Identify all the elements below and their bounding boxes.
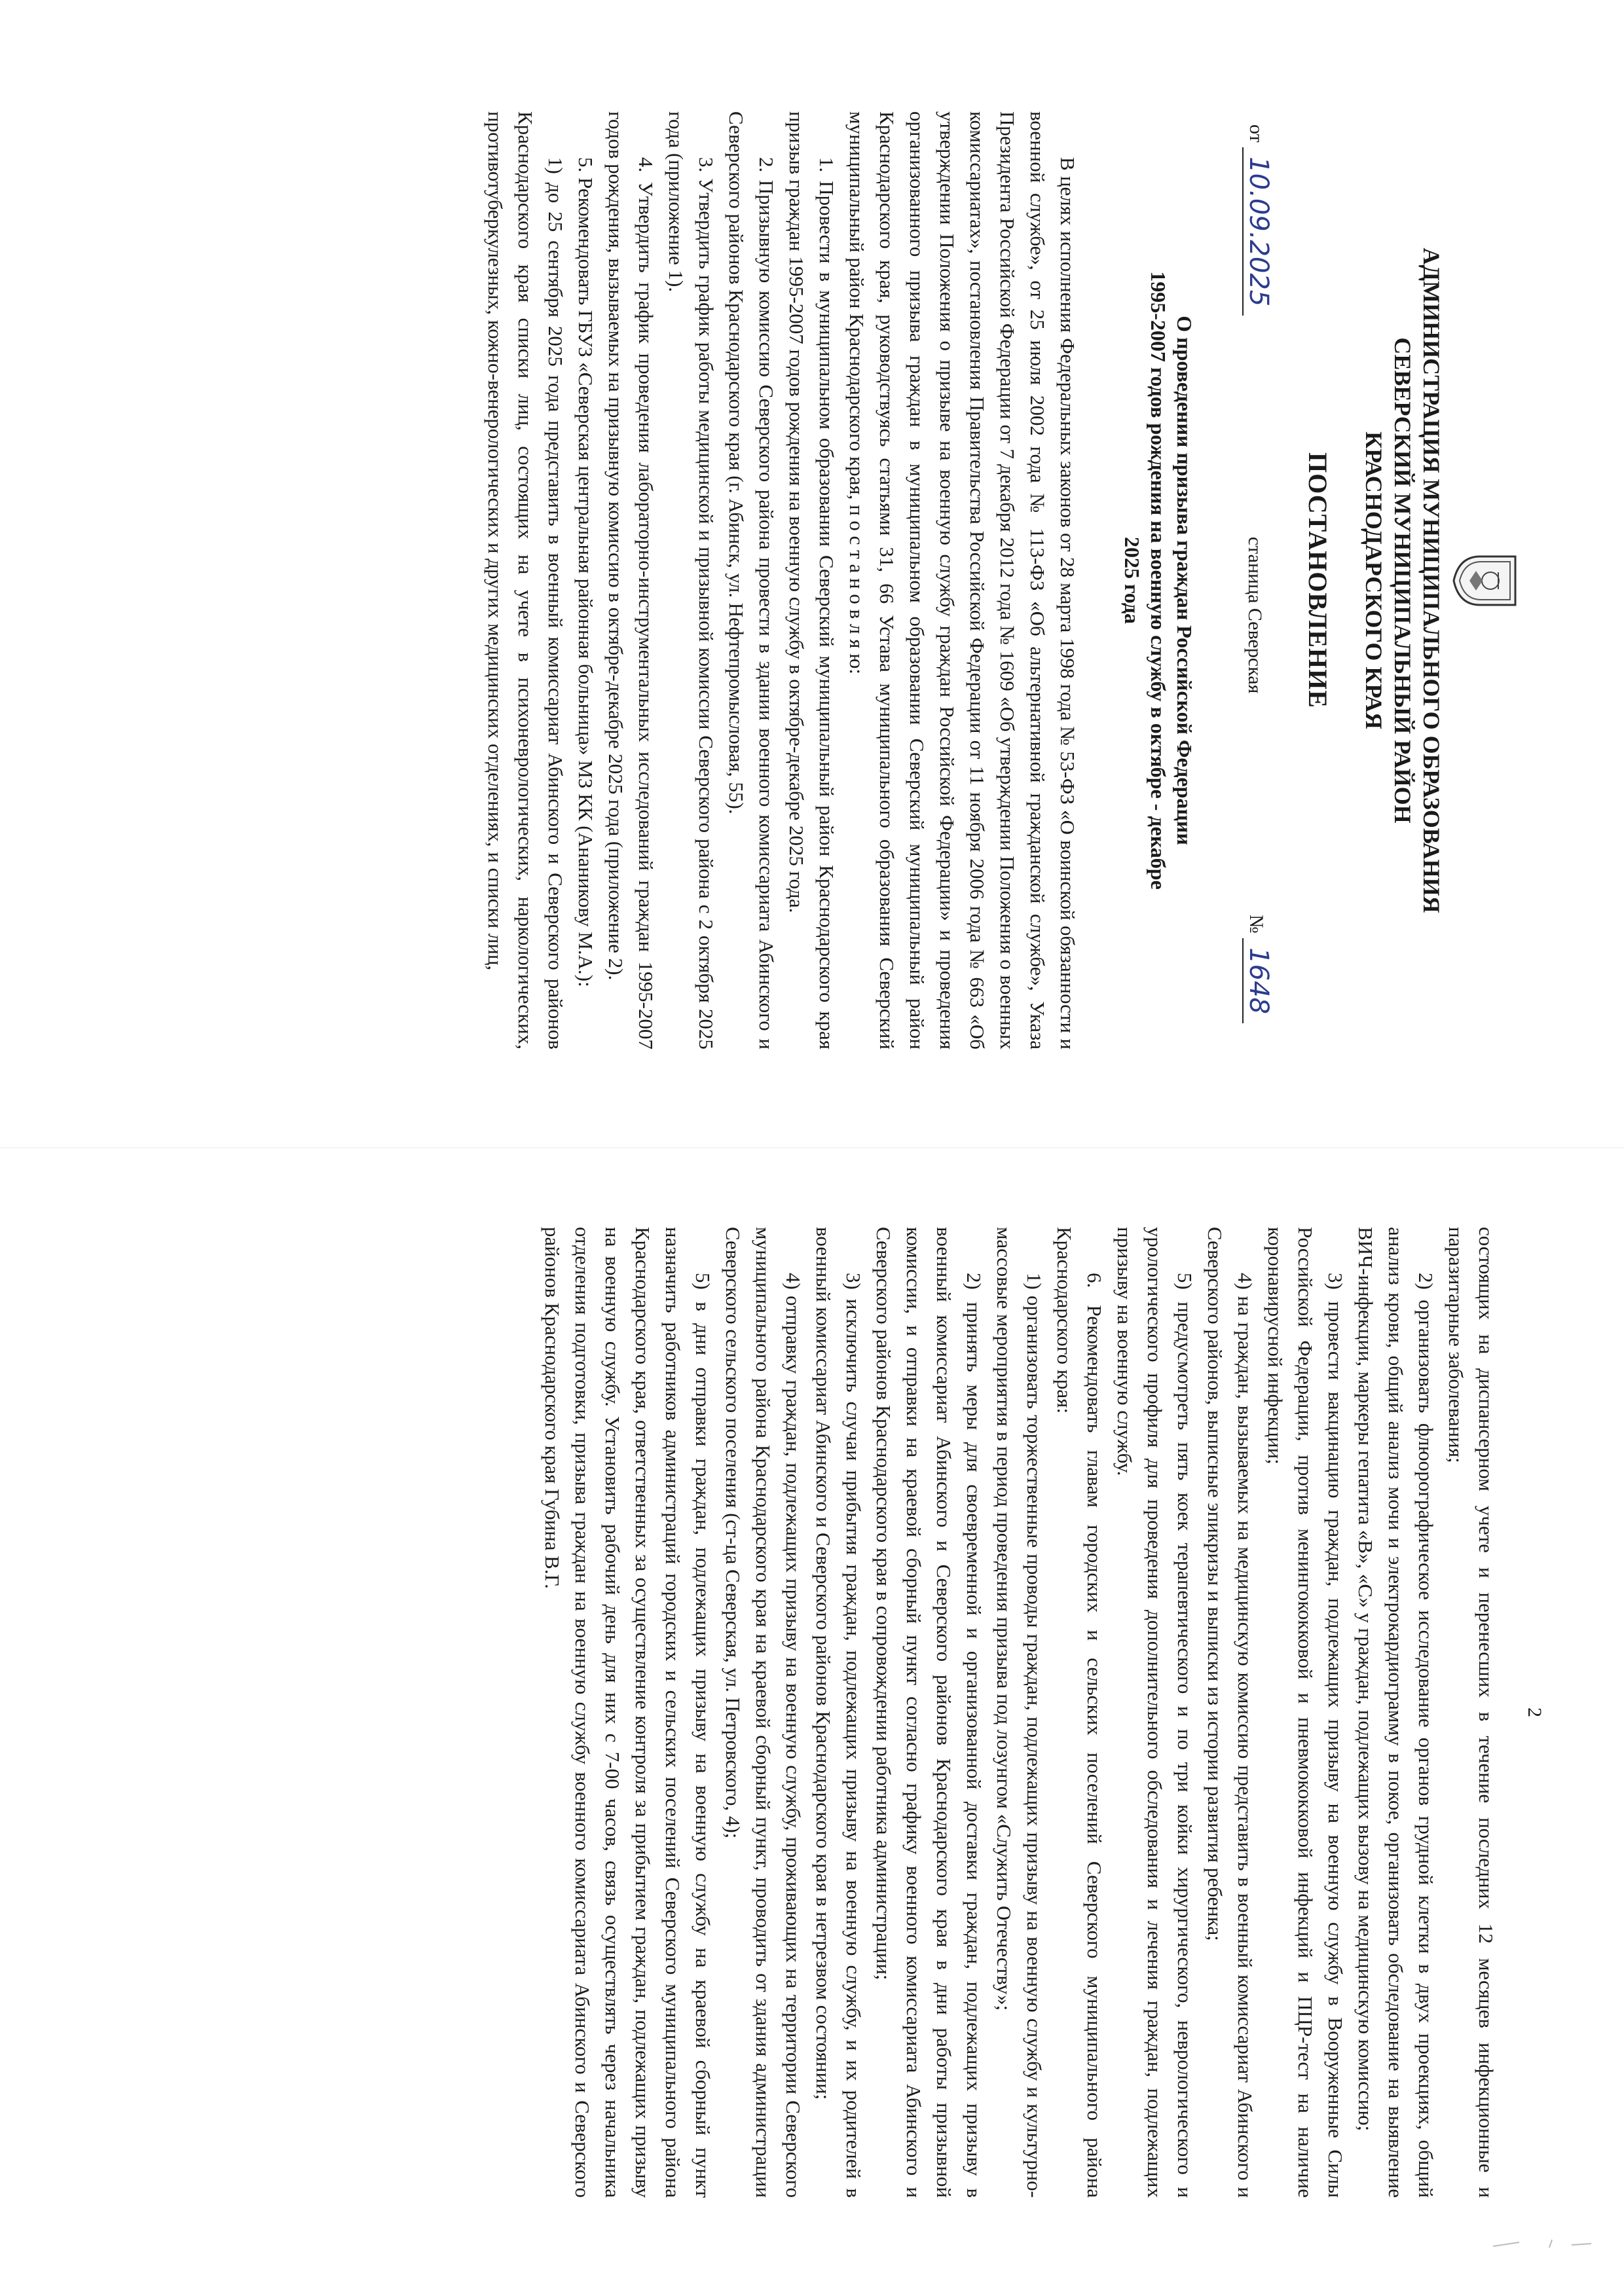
- clause-3: 3. Утвердить график работы медицинской и призывной комиссии Северского района с 2 октября 2025 года (приложение 1).: [665, 111, 718, 1049]
- clause-6-item-2: 2) принять меры для своевременной и организованной доставки граждан, подлежащих призыву в военный комиссариат Абинского и Северского районов Краснодарского края в дни работы призывной комиссии, и отправки на краевой сборный пункт согласно графику военного комиссариата Абинского и Северского районов Краснодарского края в сопровождении работника администрации;: [872, 1227, 986, 2198]
- clause-5-item-2: 2) организовать флюорографическое исследование органов грудной клетки в двух проекциях, общий анализ крови, общий анализ мочи и электрокардиограмму в покое, организовать обследование на выявление ВИЧ-инфекции, маркеры гепатита «В», «С» у граждан, подлежащих вызову на медицинскую комиссию;: [1354, 1227, 1437, 2198]
- clause-5-item-1-continued: состоящих на диспансерном учете и перенесших в течение последних 12 месяцев инфекционные и паразитарные заболевания;: [1445, 1227, 1498, 2198]
- clause-5-item-5: 5) предусмотреть пять коек терапевтического и по три койки хирургического, неврологического и урологического профиля для проведения дополнительного обследования и лечения граждан, подлежащих призыву на военную службу.: [1113, 1227, 1196, 2198]
- scan-mark-icon: [1486, 2231, 1598, 2257]
- date-line: [1244, 124, 1274, 1023]
- subject-line-1: О проведении призыва граждан Российской Федерации: [1173, 316, 1196, 845]
- clause-2: 2. Призывную комиссию Северского района провести в здании военного комиссариата Абинского и Северского районов Краснодарского края (г. Абинск, ул. Нефтепромысловая, 55).: [725, 111, 778, 1049]
- clause-5: 5. Рекомендовать ГБУЗ «Северская центральная районная больница» МЗ КК (Ананикову М.А.):: [574, 157, 597, 987]
- number-prefix: №: [1246, 915, 1267, 934]
- clause-5-item-3: 3) провести вакцинацию граждан, подлежащих призыву на военную службу в Вооруженные Силы Российской Федерации, против менингококковой и пневмококковой инфекций и ПЦР-тест на наличие коронавирусной инфекции;: [1264, 1227, 1347, 2198]
- issuer-line-3: КРАСНОДАРСКОГО КРАЯ: [1361, 431, 1387, 729]
- clause-6-item-5: 5) в дни отправки граждан, подлежащих призыву на военную службу на краевой сборный пункт назначить работников администраций городских и сельских поселений Северского муниципального района Краснодарского края, ответственных за осуществление контроля за прибытием граждан, подлежащих призыву на военную службу. Установить рабочий день для них с 7-00 часов, связь осуществлять через начальника отделения подготовки, призыва граждан на военную службу военного комиссариата Абинского и Северского районов Краснодарского края Губина В.Г.: [541, 1227, 714, 2198]
- issuer-line-1: АДМИНИСТРАЦИЯ МУНИЦИПАЛЬНОГО ОБРАЗОВАНИЯ: [1418, 247, 1445, 913]
- page-2-body: [537, 1227, 1501, 2198]
- coat-of-arms-icon: [1451, 553, 1519, 609]
- number-value: 1648: [1242, 938, 1274, 1023]
- clause-5-item-1: 1) до 25 сентября 2025 года представить в военный комиссариат Абинского и Северского районов Краснодарского края списки лиц, состоящих на учете в психоневрологических, наркологических, противотуберкулезных, кожно-венерологических и других медицинских отделениях, и списки лиц,: [484, 111, 567, 1049]
- clause-5-item-4: 4) на граждан, вызываемых на медицинскую комиссию представить в военный комиссариат Абинского и Северского районов, выписные эпикризы и выписки из истории развития ребенка;: [1204, 1227, 1257, 2198]
- document-subject: [1119, 190, 1198, 971]
- clause-4: 4. Утвердить график проведения лабораторно-инструментальных исследований граждан 1995-2007 годов рождения, вызываемых на призывную комиссию в октябре-декабре 2025 года (приложение 2).: [604, 111, 657, 1049]
- page-1-body: [480, 111, 1082, 1049]
- date-prefix: от: [1246, 124, 1267, 143]
- issuer-line-2: СЕВЕРСКИЙ МУНИЦИПАЛЬНЫЙ РАЙОН: [1390, 337, 1416, 824]
- clause-6-item-3: 3) исключить случаи прибытия граждан, подлежащих призыву на военную службу, и их родителей в военный комиссариат Абинского и Северского районов Краснодарского края в нетрезвом состоянии;: [812, 1227, 865, 2198]
- page-number: 2: [1524, 1707, 1545, 1717]
- clause-6-item-4: 4) отправку граждан, подлежащих призыву на военную службу, проживающих на территории Северского муниципального района Краснодарского края на краевой сборный пункт, проводить от здания администрации Северского сельского поселения (ст-ца Северская, ул. Петровского, 4);: [722, 1227, 805, 2198]
- page-2: [0, 1148, 1624, 2296]
- document-type: ПОСТАНОВЛЕНИЕ: [1303, 452, 1333, 708]
- clause-6-item-1: 1) организовать торжественные проводы граждан, подлежащих призыву на военную службу и культурно-массовые мероприятия в период проведения призыва под лозунгом «Служить Отечеству»;: [993, 1227, 1046, 2198]
- subject-line-2: 1995-2007 годов рождения на военную службу в октябре - декабре: [1147, 271, 1170, 890]
- clause-6: 6. Рекомендовать главам городских и сельских поселений Северского муниципального района Краснодарского края:: [1053, 1227, 1106, 2198]
- date-value: 10.09.2025: [1242, 147, 1274, 316]
- number-field: [1244, 915, 1274, 1023]
- date-field: [1244, 124, 1274, 316]
- subject-line-3: 2025 года: [1120, 537, 1144, 624]
- preamble-paragraph: В целях исполнения Федеральных законов от 28 марта 1998 года № 53-ФЗ «О воинской обязанности и военной службе», от 25 июля 2002 года № 113-ФЗ «Об альтернативной гражданской службе», Указа Президента Российской Федерации от 7 декабря 2012 года № 1609 «Об утверждении Положения о военных комиссариатах», постановления Правительства Российской Федерации от 11 ноября 2006 года № 663 «Об утверждении Положения о призыве на военную службу граждан Российской Федерации» и проведения организованного призыва граждан в муниципальном образовании Северский муниципальный район Краснодарского края, руководствуясь статьями 31, 66 Устава муниципального образования Северский муниципальный район Краснодарского края, п о с т а н о в л я ю:: [845, 111, 1079, 1049]
- place-name: станица Северская: [1244, 536, 1266, 694]
- clause-1: 1. Провести в муниципальном образовании Северский муниципальный район Краснодарского края призыв граждан 1995-2007 годов рождения на военную службу в октябре-декабре 2025 года.: [785, 111, 838, 1049]
